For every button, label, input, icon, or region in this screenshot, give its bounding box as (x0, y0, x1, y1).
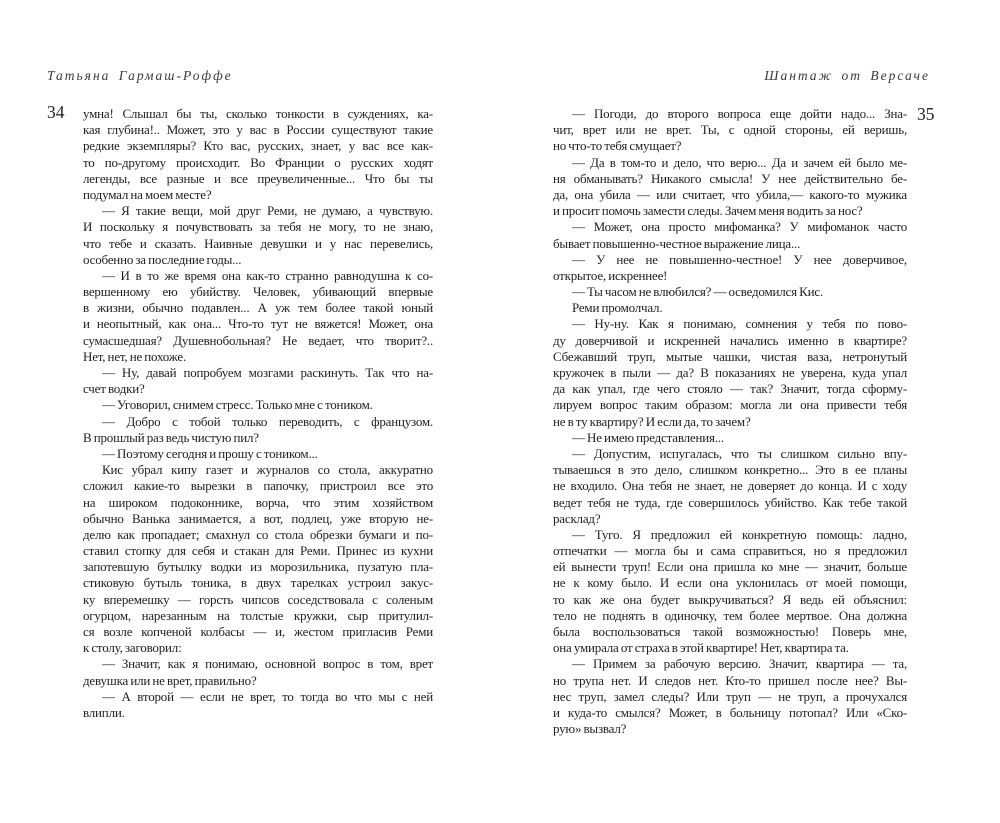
text-line: ставил стопку для себя и стакан для Реми. Принес из кухни (83, 543, 433, 559)
text-line: — Да в том-то и дело, что верю... Да и зачем ей было ме- (572, 154, 907, 170)
text-line: влипли. (83, 704, 125, 720)
text-line: — Ну-ну. Как я понимаю, сомнения у тебя по пово- (572, 316, 907, 332)
text-line: подумал на моем месте? (83, 186, 212, 202)
text-line: тываешься в это дело, слишком конкретно... Это в ее планы (553, 462, 907, 478)
text-line: — У нее не повышенно-честное! У нее доверчивое, (572, 251, 907, 267)
text-line: — Ты часом не влюбился? — осведомился Кис. (572, 284, 823, 300)
text-line: бывает повышенно-честное выражение лица... (553, 235, 801, 251)
text-line: да, она убила — или считает, что убила,— какого-то мужика (553, 186, 907, 202)
text-line: — Допустим, испугалась, что ты слишком сильно впу- (572, 445, 907, 461)
text-line: вершенному ею убийству. Человек, убивающий впервые (83, 284, 433, 300)
left-page-text-column (83, 106, 433, 721)
text-line: то как же она будет выкручиваться? Я ведь ей объяснил: (553, 591, 907, 607)
text-line: ду доверчивой и искренней начались именно в квартире? (553, 332, 907, 348)
text-line: то по-другому происходит. Во Франции о русских ходят (83, 154, 433, 170)
text-line: рую» вызвал? (553, 721, 627, 737)
text-line: тело не поднять в одиночку, тем более мертвое. Она должна (553, 607, 907, 623)
text-line: ня обманывать? Никакого смысла! У нее действительно бе- (553, 170, 907, 186)
paragraph (553, 219, 907, 251)
text-line: сложил какие-то вырезки в папочку, пристроил все это (83, 478, 433, 494)
text-line: отпечатки — могла бы и сама справиться, но я предложил (553, 543, 907, 559)
text-line: чит, врет или не врет. Ты, с одной стороны, ей веришь, (553, 122, 907, 138)
paragraph (553, 106, 907, 155)
paragraph (83, 268, 433, 365)
text-line: огурцом, нарезанным на толстые кружки, сыр притулил- (83, 607, 433, 623)
paragraph (83, 365, 433, 397)
text-line: не в ту квартиру? И если да, то зачем? (553, 413, 751, 429)
text-line: — Значит, как я понимаю, основной вопрос в том, врет (102, 656, 433, 672)
text-line: — И в то же время она как-то странно равнодушна к со- (102, 267, 433, 283)
paragraph (553, 300, 907, 316)
page-number-left: 34 (47, 102, 65, 122)
text-line: была воспользоваться такой возможностью! Поверь мне, (553, 624, 907, 639)
text-line: В прошлый раз ведь чистую пил? (83, 429, 259, 445)
text-line: — Может, она просто мифоманка? У мифоманок часто (572, 219, 907, 235)
text-line: — Погоди, до второго вопроса еще дойти надо... Зна- (572, 106, 907, 121)
text-line: легенды, все разные и все преувеличенные... Что бы ты (83, 170, 433, 186)
text-line: не входило. Она тебя не знает, не доверяет до конца. И с ходу (553, 478, 907, 494)
text-line: особенно за последние годы... (83, 251, 242, 267)
text-line: Реми промолчал. (572, 300, 663, 316)
paragraph (553, 252, 907, 284)
paragraph (83, 689, 433, 721)
text-line: кая глубина!.. Может, это у вас в России существуют такие (83, 122, 433, 138)
text-line: — Я такие вещи, мой друг Реми, не думаю, а чувствую. (102, 203, 433, 219)
text-line: не к кому было. И если она уклонилась от моей помощи, (553, 575, 907, 591)
text-line: Кис убрал кипу газет и журналов со стола, аккуратно (102, 462, 433, 478)
text-line: к столу, заговорил: (83, 640, 182, 656)
right-page-text-column (553, 106, 907, 737)
text-line: открытое, искреннее! (553, 267, 668, 283)
text-line: расклад? (553, 510, 601, 526)
running-header-title: Шантаж от Версаче (764, 68, 930, 83)
text-line: — Уговорил, снимем стресс. Только мне с тоником. (102, 397, 373, 413)
paragraph (553, 527, 907, 657)
text-line: на широком подоконнике, ворча, что этим хозяйством (83, 494, 433, 510)
text-line: да как упал, где чего стояло — так? Значит, тогда сформу- (553, 381, 907, 397)
paragraph (83, 656, 433, 688)
text-line: счет водки? (83, 381, 145, 397)
paragraph (83, 414, 433, 446)
text-line: и куда-то смылся? Может, в больницу потопал? Или «Ско- (553, 704, 907, 720)
paragraph (83, 397, 433, 413)
text-line: — Ну, давай попробуем мозгами раскинуть. Так что на- (102, 365, 433, 380)
paragraph (553, 446, 907, 527)
text-line: — Примем за рабочую версию. Значит, квартира — та, (572, 656, 907, 672)
text-line: ку вперемешку — горсть чипсов соседствовала с соленым (83, 591, 433, 607)
text-line: нес труп, замел следы? Или труп — не труп, а прочухался (553, 688, 907, 704)
text-line: девушка или не врет, правильно? (83, 672, 257, 688)
text-line: что тебе и сказать. Наивные девушки и у нас перевелись, (83, 235, 433, 251)
text-line: сумасшедшая? Душевнобольная? Не ведает, что творит?.. (83, 332, 433, 348)
running-header-author: Татьяна Гармаш-Роффе (47, 68, 233, 83)
text-line: лируем вопрос таким образом: могла ли она привести тебя (553, 397, 907, 413)
text-line: запотевшую бутылку водки из морозильника, пузатую пла- (83, 559, 433, 575)
paragraph (553, 430, 907, 446)
text-line: редкие экземпляры? Кто вас, русских, знает, у вас все как- (83, 138, 433, 154)
text-line: ся возле копченой колбасы — и, жестом пригласив Реми (83, 624, 433, 639)
text-line: делю как пропадает; смахнул со стола обрезки бумаги и по- (83, 526, 433, 542)
text-line: обычно Ванька занимается, а вот, подлец, уже вторую не- (83, 510, 433, 526)
text-line: умна! Слышал бы ты, сколько тонкости в суждениях, ка- (83, 106, 433, 121)
paragraph (83, 203, 433, 268)
paragraph (83, 106, 433, 203)
text-line: ей вынести труп! Если она пришла ко мне — значит, больше (553, 559, 907, 575)
text-line: Сбежавший труп, мытые чашки, чистая ваза, нетронутый (553, 348, 907, 364)
paragraph (83, 462, 433, 656)
text-line: Нет, нет, не похоже. (83, 348, 187, 364)
paragraph (553, 155, 907, 220)
text-line: и неопытный, как она... Что-то тут не вяжется! Может, она (83, 316, 433, 332)
text-line: — А второй — если не врет, то тогда во что мы с ней (102, 688, 433, 704)
paragraph (553, 284, 907, 300)
paragraph (553, 656, 907, 737)
paragraph (83, 446, 433, 462)
paragraph (553, 316, 907, 429)
text-line: она умирала от страха в этой квартире! Нет, квартира та. (553, 640, 849, 656)
text-line: — Туго. Я предложил ей конкретную помощь: ладно, (572, 526, 907, 542)
text-line: стиковую бутыль тоника, в двух тарелках устроил закус- (83, 575, 433, 591)
text-line: но что-то тебя смущает? (553, 138, 682, 154)
text-line: кружочек в пыли — да? В показаниях не уверена, куда упал (553, 365, 907, 380)
page-number-right: 35 (917, 104, 935, 124)
text-line: — Добро с тобой только переводить, с французом. (102, 413, 433, 429)
text-line: но трупа нет. И следов нет. Кто-то пришел после нее? Вы- (553, 672, 907, 688)
text-line: И поскольку я почувствовать за тебя не могу, то не знаю, (83, 219, 433, 235)
text-line: — Не имею представления... (572, 429, 724, 445)
text-line: ведет тебя не туда, где совершилось убийство. Как тебе такой (553, 494, 907, 510)
text-line: в жизни, обычно подавлен... А уж тем более такой юный (83, 300, 433, 316)
text-line: и просит помочь замести следы. Зачем меня водить за нос? (553, 203, 863, 219)
text-line: — Поэтому сегодня и прошу с тоником... (102, 445, 318, 461)
